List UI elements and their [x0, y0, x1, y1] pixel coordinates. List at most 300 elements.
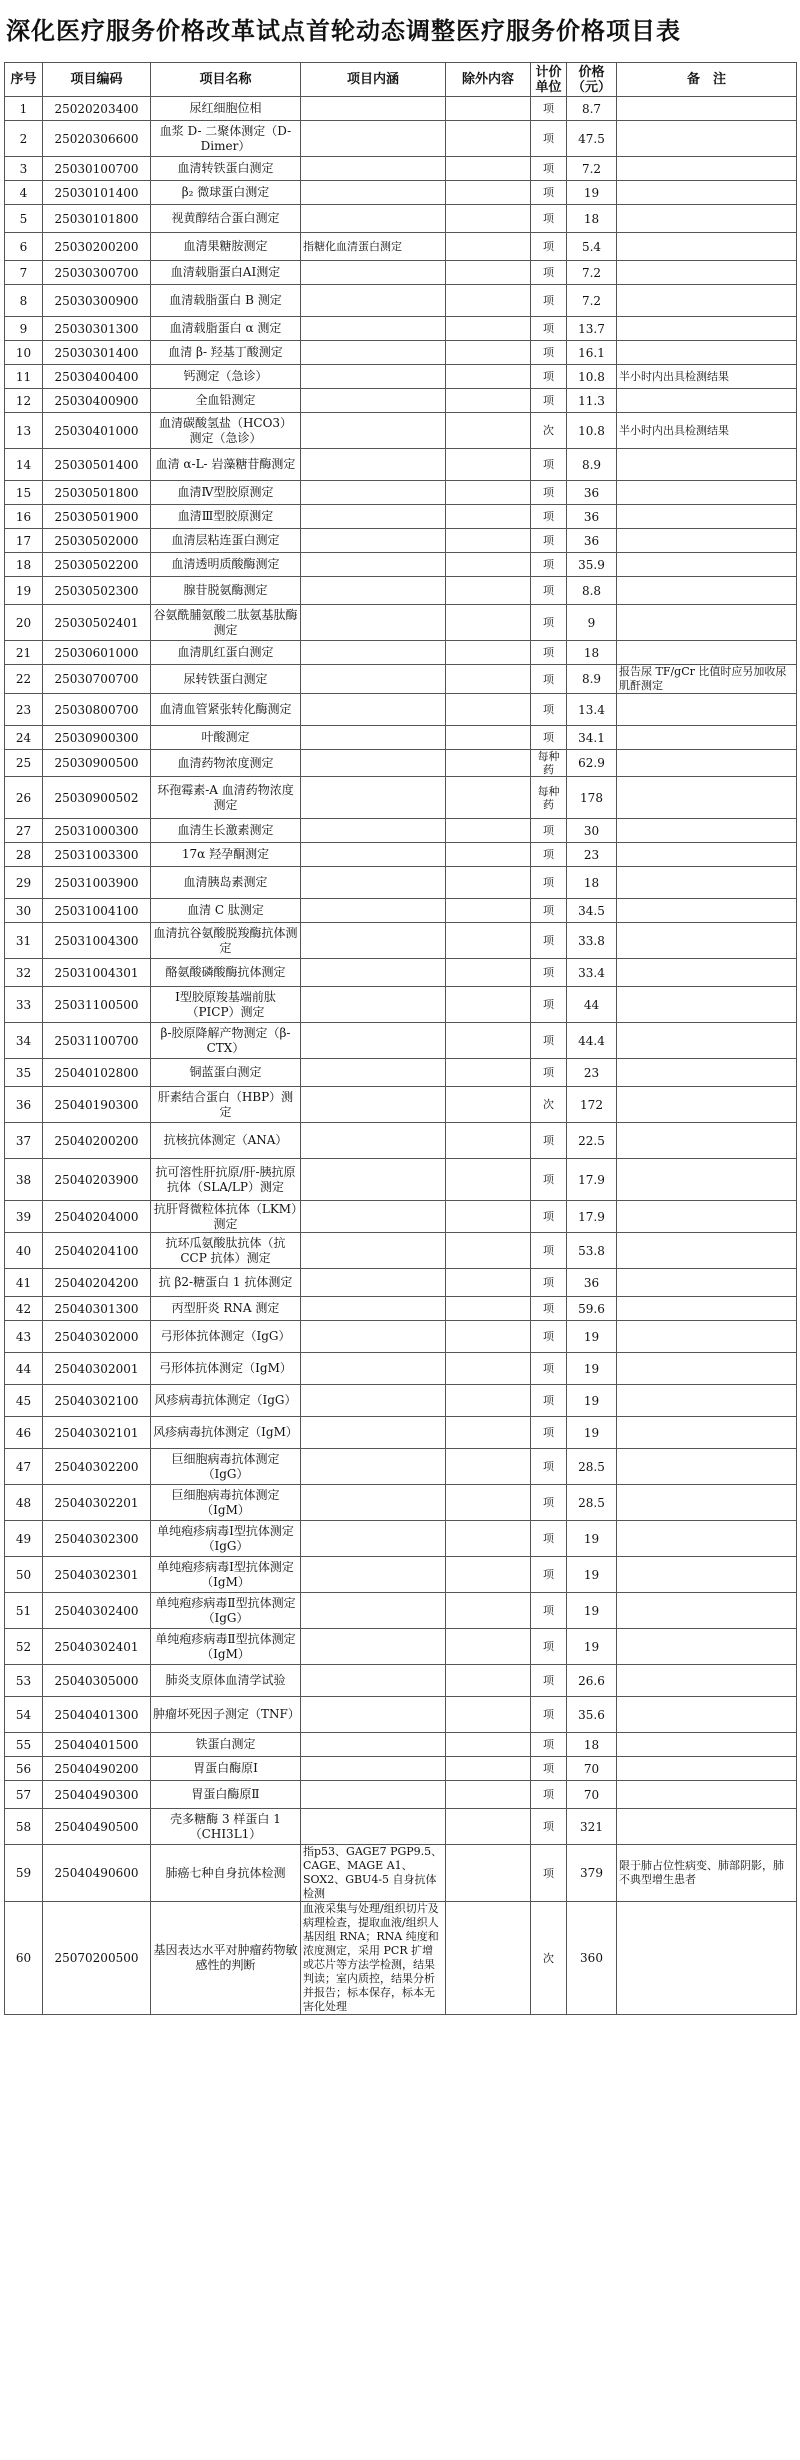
cell-name: 抗肝肾微粒体抗体（LKM）测定: [151, 1201, 301, 1233]
cell-content: [301, 1269, 446, 1297]
cell-name: 尿转铁蛋白测定: [151, 665, 301, 694]
cell-excluded: [446, 97, 531, 121]
cell-note: [617, 1733, 797, 1757]
cell-excluded: [446, 1233, 531, 1269]
cell-name: 全血铅测定: [151, 389, 301, 413]
cell-no: 23: [5, 694, 43, 726]
cell-price: 47.5: [567, 121, 617, 157]
cell-name: 血清抗谷氨酸脱羧酶抗体测定: [151, 923, 301, 959]
cell-price: 379: [567, 1845, 617, 1902]
table-row: [5, 577, 797, 605]
cell-content: [301, 1201, 446, 1233]
cell-content: [301, 1023, 446, 1059]
cell-no: 16: [5, 505, 43, 529]
cell-name: 血清药物浓度测定: [151, 750, 301, 777]
cell-name: 胃蛋白酶原Ⅱ: [151, 1781, 301, 1809]
cell-note: [617, 481, 797, 505]
cell-price: 19: [567, 181, 617, 205]
header-note: 备 注: [617, 63, 797, 97]
cell-note: [617, 1353, 797, 1385]
cell-content: [301, 1385, 446, 1417]
cell-code: 25030900300: [43, 726, 151, 750]
table-row: [5, 505, 797, 529]
cell-code: 25040102800: [43, 1059, 151, 1087]
cell-note: [617, 1557, 797, 1593]
table-row: [5, 1521, 797, 1557]
cell-content: [301, 97, 446, 121]
cell-name: 视黄醇结合蛋白测定: [151, 205, 301, 233]
cell-content: [301, 365, 446, 389]
cell-content: [301, 505, 446, 529]
header-unit: 计价单位: [531, 63, 567, 97]
cell-no: 24: [5, 726, 43, 750]
cell-no: 25: [5, 750, 43, 777]
cell-excluded: [446, 1123, 531, 1159]
cell-code: 25030502200: [43, 553, 151, 577]
cell-name: 弓形体抗体测定（IgM）: [151, 1353, 301, 1385]
cell-code: 25040301300: [43, 1297, 151, 1321]
cell-no: 35: [5, 1059, 43, 1087]
cell-name: 基因表达水平对肿瘤药物敏感性的判断: [151, 1902, 301, 2015]
cell-note: [617, 1233, 797, 1269]
cell-no: 40: [5, 1233, 43, 1269]
cell-unit: 项: [531, 505, 567, 529]
table-row: [5, 341, 797, 365]
table-row: [5, 1809, 797, 1845]
cell-excluded: [446, 750, 531, 777]
cell-code: 25040302400: [43, 1593, 151, 1629]
cell-note: [617, 1902, 797, 2015]
cell-code: 25030700700: [43, 665, 151, 694]
cell-price: 36: [567, 529, 617, 553]
cell-no: 21: [5, 641, 43, 665]
cell-content: [301, 449, 446, 481]
table-body: [5, 97, 797, 2015]
cell-price: 7.2: [567, 157, 617, 181]
table-row: [5, 641, 797, 665]
cell-unit: 项: [531, 1059, 567, 1087]
cell-no: 5: [5, 205, 43, 233]
table-row: [5, 605, 797, 641]
table-row: [5, 959, 797, 987]
cell-unit: 项: [531, 1023, 567, 1059]
cell-note: [617, 1665, 797, 1697]
cell-note: [617, 553, 797, 577]
table-row: [5, 1023, 797, 1059]
table-row: [5, 1845, 797, 1902]
cell-unit: 项: [531, 1201, 567, 1233]
cell-unit: 项: [531, 1269, 567, 1297]
cell-excluded: [446, 577, 531, 605]
cell-excluded: [446, 959, 531, 987]
cell-code: 25030501900: [43, 505, 151, 529]
cell-no: 13: [5, 413, 43, 449]
cell-code: 25030502000: [43, 529, 151, 553]
cell-note: [617, 1269, 797, 1297]
cell-price: 178: [567, 777, 617, 819]
cell-note: [617, 97, 797, 121]
cell-code: 25030502300: [43, 577, 151, 605]
cell-no: 3: [5, 157, 43, 181]
cell-excluded: [446, 1485, 531, 1521]
table-row: [5, 233, 797, 261]
cell-no: 39: [5, 1201, 43, 1233]
cell-content: [301, 205, 446, 233]
cell-code: 25030301300: [43, 317, 151, 341]
table-row: [5, 181, 797, 205]
cell-excluded: [446, 923, 531, 959]
cell-code: 25030501800: [43, 481, 151, 505]
cell-price: 28.5: [567, 1449, 617, 1485]
table-row: [5, 1233, 797, 1269]
cell-content: [301, 1757, 446, 1781]
cell-excluded: [446, 819, 531, 843]
cell-code: 25040302201: [43, 1485, 151, 1521]
page-title: 深化医疗服务价格改革试点首轮动态调整医疗服务价格项目表: [6, 16, 681, 45]
cell-unit: 项: [531, 449, 567, 481]
cell-price: 8.9: [567, 665, 617, 694]
cell-price: 35.9: [567, 553, 617, 577]
cell-no: 14: [5, 449, 43, 481]
cell-price: 36: [567, 1269, 617, 1297]
cell-price: 33.4: [567, 959, 617, 987]
cell-code: 25040490500: [43, 1809, 151, 1845]
cell-content: [301, 1521, 446, 1557]
table-row: [5, 1781, 797, 1809]
cell-note: [617, 1297, 797, 1321]
cell-name: 血清透明质酸酶测定: [151, 553, 301, 577]
cell-note: [617, 726, 797, 750]
cell-code: 25030101400: [43, 181, 151, 205]
table-row: [5, 923, 797, 959]
cell-name: 血清肌红蛋白测定: [151, 641, 301, 665]
cell-unit: 项: [531, 1629, 567, 1665]
cell-excluded: [446, 285, 531, 317]
header-content: 项目内涵: [301, 63, 446, 97]
cell-name: 腺苷脱氨酶测定: [151, 577, 301, 605]
cell-name: 叶酸测定: [151, 726, 301, 750]
cell-no: 54: [5, 1697, 43, 1733]
cell-no: 2: [5, 121, 43, 157]
cell-price: 19: [567, 1593, 617, 1629]
cell-name: 肝素结合蛋白（HBP）测定: [151, 1087, 301, 1123]
cell-excluded: [446, 1059, 531, 1087]
cell-note: [617, 1023, 797, 1059]
cell-code: 25031000300: [43, 819, 151, 843]
cell-code: 25030900500: [43, 750, 151, 777]
table-row: [5, 1733, 797, 1757]
cell-price: 33.8: [567, 923, 617, 959]
cell-no: 18: [5, 553, 43, 577]
cell-content: [301, 1087, 446, 1123]
cell-excluded: [446, 205, 531, 233]
cell-name: 单纯疱疹病毒Ⅱ型抗体测定（IgG）: [151, 1593, 301, 1629]
cell-name: 抗 β2-糖蛋白 1 抗体测定: [151, 1269, 301, 1297]
cell-name: 血清载脂蛋白 α 测定: [151, 317, 301, 341]
cell-excluded: [446, 899, 531, 923]
cell-excluded: [446, 261, 531, 285]
table-row: [5, 1757, 797, 1781]
cell-unit: 项: [531, 1297, 567, 1321]
cell-content: [301, 750, 446, 777]
cell-content: [301, 1417, 446, 1449]
cell-excluded: [446, 157, 531, 181]
cell-excluded: [446, 777, 531, 819]
cell-no: 4: [5, 181, 43, 205]
cell-no: 47: [5, 1449, 43, 1485]
cell-unit: 项: [531, 1733, 567, 1757]
cell-no: 45: [5, 1385, 43, 1417]
cell-content: [301, 1809, 446, 1845]
cell-code: 25040204100: [43, 1233, 151, 1269]
cell-excluded: [446, 694, 531, 726]
cell-unit: 项: [531, 1593, 567, 1629]
cell-price: 8.8: [567, 577, 617, 605]
cell-unit: 项: [531, 389, 567, 413]
cell-price: 26.6: [567, 1665, 617, 1697]
cell-code: 25031100700: [43, 1023, 151, 1059]
cell-unit: 项: [531, 1781, 567, 1809]
table-row: [5, 726, 797, 750]
cell-note: [617, 1521, 797, 1557]
cell-no: 55: [5, 1733, 43, 1757]
cell-content: [301, 1665, 446, 1697]
cell-no: 57: [5, 1781, 43, 1809]
cell-price: 35.6: [567, 1697, 617, 1733]
cell-price: 70: [567, 1757, 617, 1781]
cell-content: [301, 959, 446, 987]
cell-note: [617, 750, 797, 777]
cell-content: [301, 1059, 446, 1087]
cell-name: 血清层粘连蛋白测定: [151, 529, 301, 553]
cell-excluded: [446, 1665, 531, 1697]
cell-content: 指p53、GAGE7 PGP9.5、CAGE、MAGE A1、SOX2、GBU4-5 自身抗体检测: [301, 1845, 446, 1902]
table-row: [5, 97, 797, 121]
cell-code: 25030501400: [43, 449, 151, 481]
cell-price: 13.4: [567, 694, 617, 726]
cell-price: 36: [567, 505, 617, 529]
cell-note: [617, 1449, 797, 1485]
cell-note: [617, 777, 797, 819]
cell-code: 25040302401: [43, 1629, 151, 1665]
cell-name: 风疹病毒抗体测定（IgM）: [151, 1417, 301, 1449]
cell-note: [617, 505, 797, 529]
cell-note: 半小时内出具检测结果: [617, 365, 797, 389]
cell-excluded: [446, 1269, 531, 1297]
cell-unit: 项: [531, 233, 567, 261]
cell-price: 8.7: [567, 97, 617, 121]
cell-note: [617, 1087, 797, 1123]
cell-unit: 项: [531, 1233, 567, 1269]
cell-unit: 项: [531, 1697, 567, 1733]
cell-code: 25040204200: [43, 1269, 151, 1297]
cell-no: 50: [5, 1557, 43, 1593]
cell-note: 报告尿 TF/gCr 比值时应另加收尿肌酐测定: [617, 665, 797, 694]
cell-name: 抗可溶性肝抗原/肝-胰抗原抗体（SLA/LP）测定: [151, 1159, 301, 1201]
cell-content: [301, 843, 446, 867]
cell-no: 33: [5, 987, 43, 1023]
cell-price: 7.2: [567, 285, 617, 317]
cell-note: [617, 1385, 797, 1417]
cell-no: 42: [5, 1297, 43, 1321]
cell-excluded: [446, 505, 531, 529]
cell-name: 单纯疱疹病毒Ⅱ型抗体测定（IgM）: [151, 1629, 301, 1665]
cell-no: 59: [5, 1845, 43, 1902]
cell-code: 25040490200: [43, 1757, 151, 1781]
cell-excluded: [446, 843, 531, 867]
cell-note: [617, 1123, 797, 1159]
table-row: [5, 1087, 797, 1123]
cell-content: [301, 481, 446, 505]
cell-code: 25040305000: [43, 1665, 151, 1697]
cell-content: [301, 1353, 446, 1385]
cell-content: [301, 577, 446, 605]
cell-code: 25040302001: [43, 1353, 151, 1385]
cell-no: 15: [5, 481, 43, 505]
table-row: [5, 1417, 797, 1449]
cell-note: [617, 987, 797, 1023]
cell-name: 血清血管紧张转化酶测定: [151, 694, 301, 726]
header-excluded: 除外内容: [446, 63, 531, 97]
cell-excluded: [446, 867, 531, 899]
table-row: [5, 1665, 797, 1697]
table-row: [5, 987, 797, 1023]
cell-unit: 项: [531, 1159, 567, 1201]
cell-name: 壳多糖酶 3 样蛋白 1（CHI3L1）: [151, 1809, 301, 1845]
table-header-row: [5, 63, 797, 97]
cell-excluded: [446, 1353, 531, 1385]
cell-content: [301, 317, 446, 341]
cell-name: 血清生长激素测定: [151, 819, 301, 843]
header-name: 项目名称: [151, 63, 301, 97]
cell-no: 53: [5, 1665, 43, 1697]
cell-unit: 项: [531, 867, 567, 899]
cell-unit: 项: [531, 181, 567, 205]
cell-price: 19: [567, 1385, 617, 1417]
cell-excluded: [446, 233, 531, 261]
cell-price: 28.5: [567, 1485, 617, 1521]
table-row: [5, 121, 797, 157]
cell-excluded: [446, 1521, 531, 1557]
cell-excluded: [446, 365, 531, 389]
cell-unit: 项: [531, 577, 567, 605]
cell-excluded: [446, 481, 531, 505]
cell-name: 风疹病毒抗体测定（IgG）: [151, 1385, 301, 1417]
price-table: [4, 62, 797, 2015]
cell-code: 25040302000: [43, 1321, 151, 1353]
cell-unit: 项: [531, 1353, 567, 1385]
cell-name: 铜蓝蛋白测定: [151, 1059, 301, 1087]
cell-note: [617, 1757, 797, 1781]
cell-unit: 项: [531, 987, 567, 1023]
cell-code: 25040204000: [43, 1201, 151, 1233]
cell-no: 52: [5, 1629, 43, 1665]
cell-unit: 项: [531, 121, 567, 157]
cell-unit: 项: [531, 1485, 567, 1521]
cell-note: [617, 233, 797, 261]
cell-price: 44: [567, 987, 617, 1023]
cell-price: 10.8: [567, 365, 617, 389]
cell-price: 13.7: [567, 317, 617, 341]
cell-excluded: [446, 1757, 531, 1781]
cell-code: 25040401300: [43, 1697, 151, 1733]
cell-note: [617, 181, 797, 205]
cell-price: 44.4: [567, 1023, 617, 1059]
table-row: [5, 899, 797, 923]
cell-unit: 项: [531, 481, 567, 505]
cell-no: 32: [5, 959, 43, 987]
cell-content: [301, 389, 446, 413]
cell-content: [301, 819, 446, 843]
cell-price: 18: [567, 641, 617, 665]
cell-unit: 项: [531, 605, 567, 641]
cell-name: 血清碳酸氢盐（HCO3）测定（急诊）: [151, 413, 301, 449]
cell-code: 25030101800: [43, 205, 151, 233]
cell-unit: 项: [531, 726, 567, 750]
cell-no: 43: [5, 1321, 43, 1353]
cell-no: 29: [5, 867, 43, 899]
cell-no: 38: [5, 1159, 43, 1201]
cell-unit: 项: [531, 341, 567, 365]
header-no: 序号: [5, 63, 43, 97]
cell-unit: 项: [531, 694, 567, 726]
cell-code: 25030400900: [43, 389, 151, 413]
cell-excluded: [446, 665, 531, 694]
cell-no: 31: [5, 923, 43, 959]
cell-no: 19: [5, 577, 43, 605]
cell-code: 25030401000: [43, 413, 151, 449]
cell-code: 25040203900: [43, 1159, 151, 1201]
cell-unit: 项: [531, 205, 567, 233]
cell-note: [617, 261, 797, 285]
cell-name: 酪氨酸磷酸酶抗体测定: [151, 959, 301, 987]
cell-note: [617, 1593, 797, 1629]
cell-unit: 项: [531, 317, 567, 341]
cell-no: 1: [5, 97, 43, 121]
cell-content: [301, 261, 446, 285]
cell-content: [301, 1123, 446, 1159]
cell-excluded: [446, 1449, 531, 1485]
cell-no: 51: [5, 1593, 43, 1629]
cell-code: 25040490300: [43, 1781, 151, 1809]
cell-name: 环孢霉素-A 血清药物浓度测定: [151, 777, 301, 819]
cell-note: [617, 843, 797, 867]
cell-content: [301, 665, 446, 694]
cell-note: [617, 577, 797, 605]
cell-price: 17.9: [567, 1159, 617, 1201]
cell-content: [301, 529, 446, 553]
cell-unit: 次: [531, 1087, 567, 1123]
cell-name: 肿瘤坏死因子测定（TNF）: [151, 1697, 301, 1733]
cell-content: [301, 777, 446, 819]
cell-content: [301, 157, 446, 181]
cell-name: 单纯疱疹病毒Ⅰ型抗体测定（IgG）: [151, 1521, 301, 1557]
cell-unit: 项: [531, 1385, 567, 1417]
cell-content: [301, 413, 446, 449]
cell-no: 20: [5, 605, 43, 641]
cell-note: [617, 959, 797, 987]
cell-excluded: [446, 1385, 531, 1417]
cell-price: 18: [567, 205, 617, 233]
cell-code: 25030301400: [43, 341, 151, 365]
table-row: [5, 1697, 797, 1733]
cell-content: [301, 285, 446, 317]
cell-name: 肺癌七种自身抗体检测: [151, 1845, 301, 1902]
cell-name: 血清果糖胺测定: [151, 233, 301, 261]
cell-note: [617, 1159, 797, 1201]
table-row: [5, 285, 797, 317]
cell-excluded: [446, 181, 531, 205]
